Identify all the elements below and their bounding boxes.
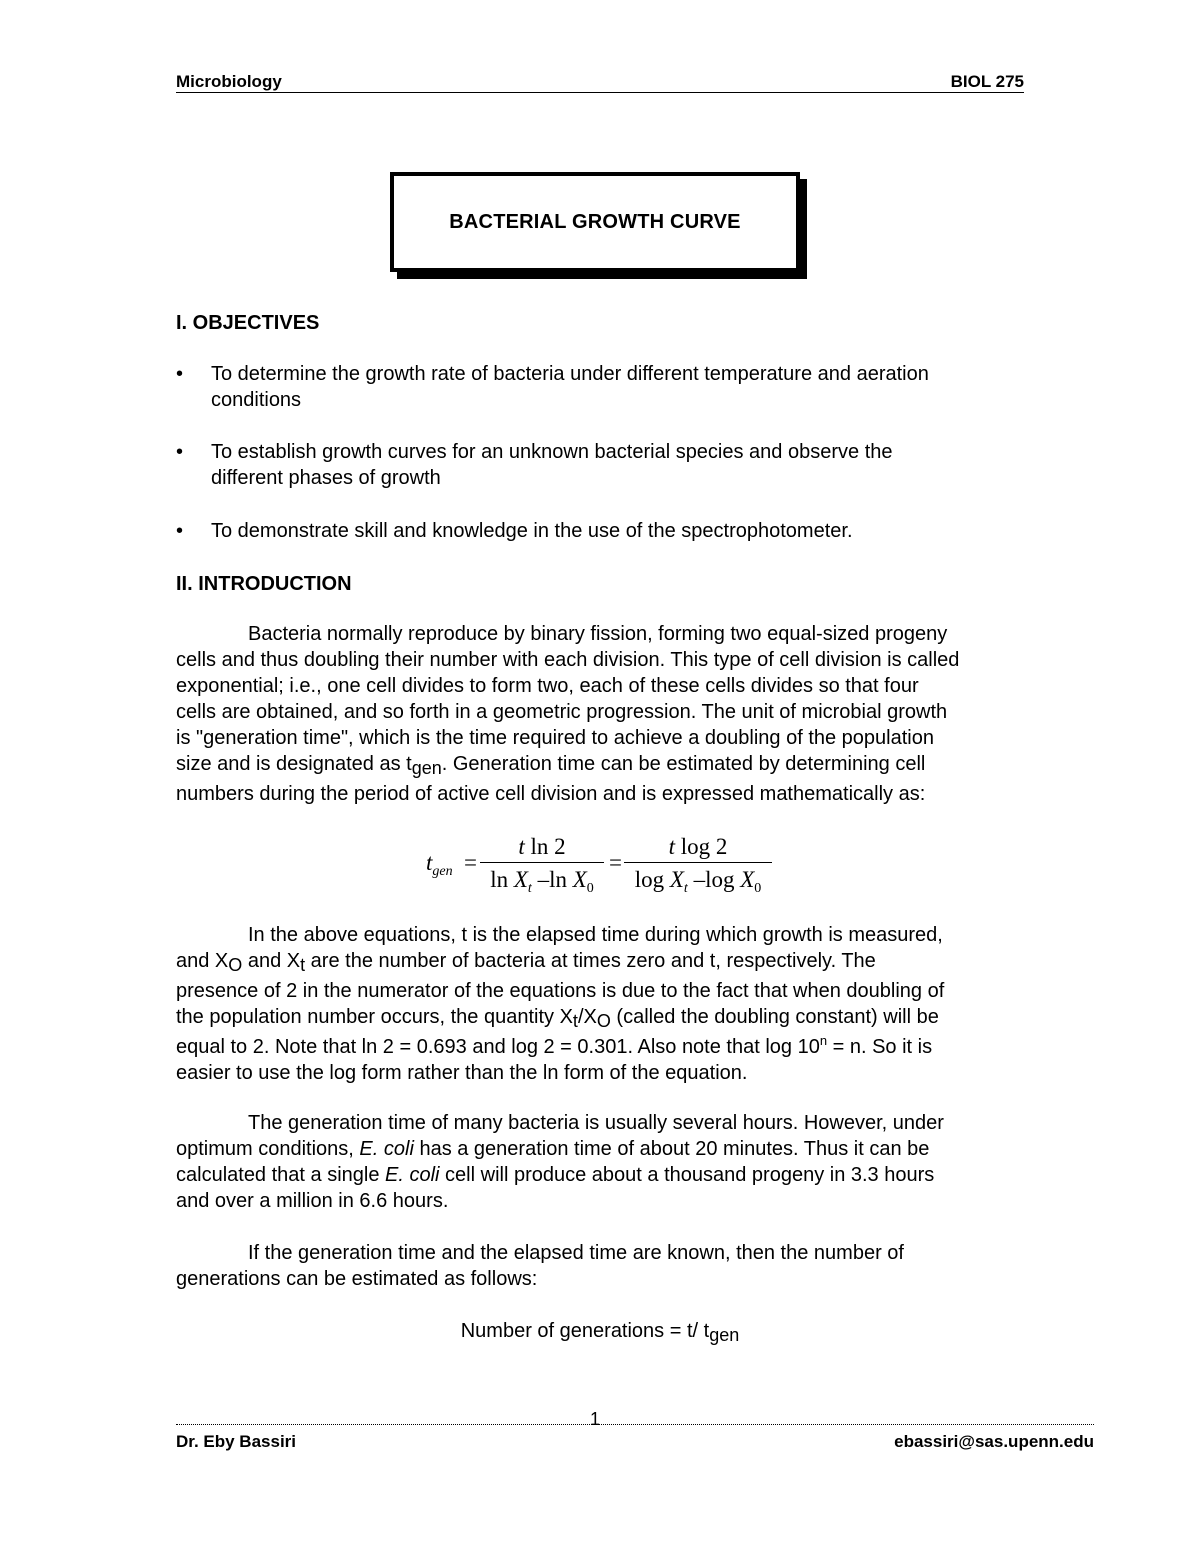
eq-fraction-ln: [480, 832, 604, 895]
eq-fraction-log: [624, 832, 772, 895]
text-line: presence of 2 in the numerator of the equations is due to the fact that when doubling of: [176, 980, 945, 1002]
text-line: easier to use the log form rather than the ln form of the equation.: [176, 1062, 748, 1084]
text-line: generations can be estimated as follows:: [176, 1268, 538, 1290]
eq-numerator: t ln 2: [480, 832, 604, 863]
text-line: the population number occurs, the quantity $X_t/X_O$ (called the doubling constant) will be: [176, 1006, 939, 1031]
text-line: If the generation time and the elapsed time are known, then the number of: [248, 1242, 904, 1264]
bullet-icon: •: [176, 363, 184, 385]
running-header: [176, 72, 1024, 93]
intro-paragraph-4: [176, 1240, 1036, 1292]
intro-paragraph-1: [176, 621, 1036, 807]
intro-paragraph-2: [176, 922, 1036, 1086]
text-line: In the above equations, t is the elapsed time during which growth is measured,: [248, 924, 943, 946]
eq-numerator: t log 2: [624, 832, 772, 863]
text-line: cells are obtained, and so forth in a geometric progression. The unit of microbial growth: [176, 701, 948, 723]
eq-denominator: $\log X_t$ –log $X_0$: [634, 867, 762, 896]
bullet-icon: •: [176, 520, 184, 542]
course-name: Microbiology: [176, 72, 282, 91]
eq-denominator: $\ln X_t$ –ln $X_0$: [490, 867, 594, 896]
text-line: cells and thus doubling their number with each division. This type of cell division is called: [176, 649, 960, 671]
eq-equals: =: [464, 850, 477, 875]
text-line: is "generation time", which is the time required to achieve a doubling of the population: [176, 727, 934, 749]
generations-equation: Number of generations = t/ $t_{gen}$: [460, 1320, 740, 1345]
text-line: equal to 2. Note that ln 2 = 0.693 and log 2 = 0.301. Also note that $\log 10^n = n$. So it is: [176, 1033, 933, 1058]
text-line: The generation time of many bacteria is usually several hours. However, under: [248, 1112, 944, 1134]
text-line: exponential; i.e., one cell divides to form two, each of these cells divides so that four: [176, 675, 919, 697]
intro-paragraph-3: [176, 1110, 1036, 1214]
objective-text: conditions: [211, 389, 302, 411]
page-number: 1: [590, 1409, 601, 1429]
text-line: Bacteria normally reproduce by binary fission, forming two equal-sized progeny: [248, 623, 948, 645]
text-line: numbers during the period of active cell division and is expressed mathematically as:: [176, 783, 926, 805]
eq-equals: =: [609, 850, 622, 875]
text-line: calculated that a single E. coli cell will produce about a thousand progeny in 3.3 hours: [176, 1164, 935, 1186]
text-line: size and is designated as $t_{gen}$. Generation time can be estimated by determining cell: [176, 753, 926, 778]
introduction-heading: II. INTRODUCTION: [176, 573, 352, 595]
bullet-icon: •: [176, 441, 184, 463]
course-code: BIOL 275: [950, 72, 1024, 91]
author-name: Dr. Eby Bassiri: [176, 1432, 297, 1451]
author-email: ebassiri@sas.upenn.edu: [894, 1432, 1094, 1451]
text-line: and $X_O$ and $X_t$ are the number of bacteria at times zero and t, respectively. The: [176, 950, 876, 975]
document-title: BACTERIAL GROWTH CURVE: [390, 172, 800, 272]
text-line: optimum conditions, E. coli has a generation time of about 20 minutes. Thus it can be: [176, 1138, 930, 1160]
eq-lhs: $t_{gen}$: [426, 850, 453, 879]
objective-text: To determine the growth rate of bacteria under different temperature and aeration: [211, 363, 929, 385]
text-line: and over a million in 6.6 hours.: [176, 1190, 449, 1212]
objectives-heading: I. OBJECTIVES: [176, 312, 320, 334]
objective-text: To establish growth curves for an unknown bacterial species and observe the: [211, 441, 893, 463]
objective-text: different phases of growth: [211, 467, 441, 489]
footer-divider: [176, 1424, 1094, 1425]
objective-text: To demonstrate skill and knowledge in the use of the spectrophotometer.: [211, 520, 853, 542]
